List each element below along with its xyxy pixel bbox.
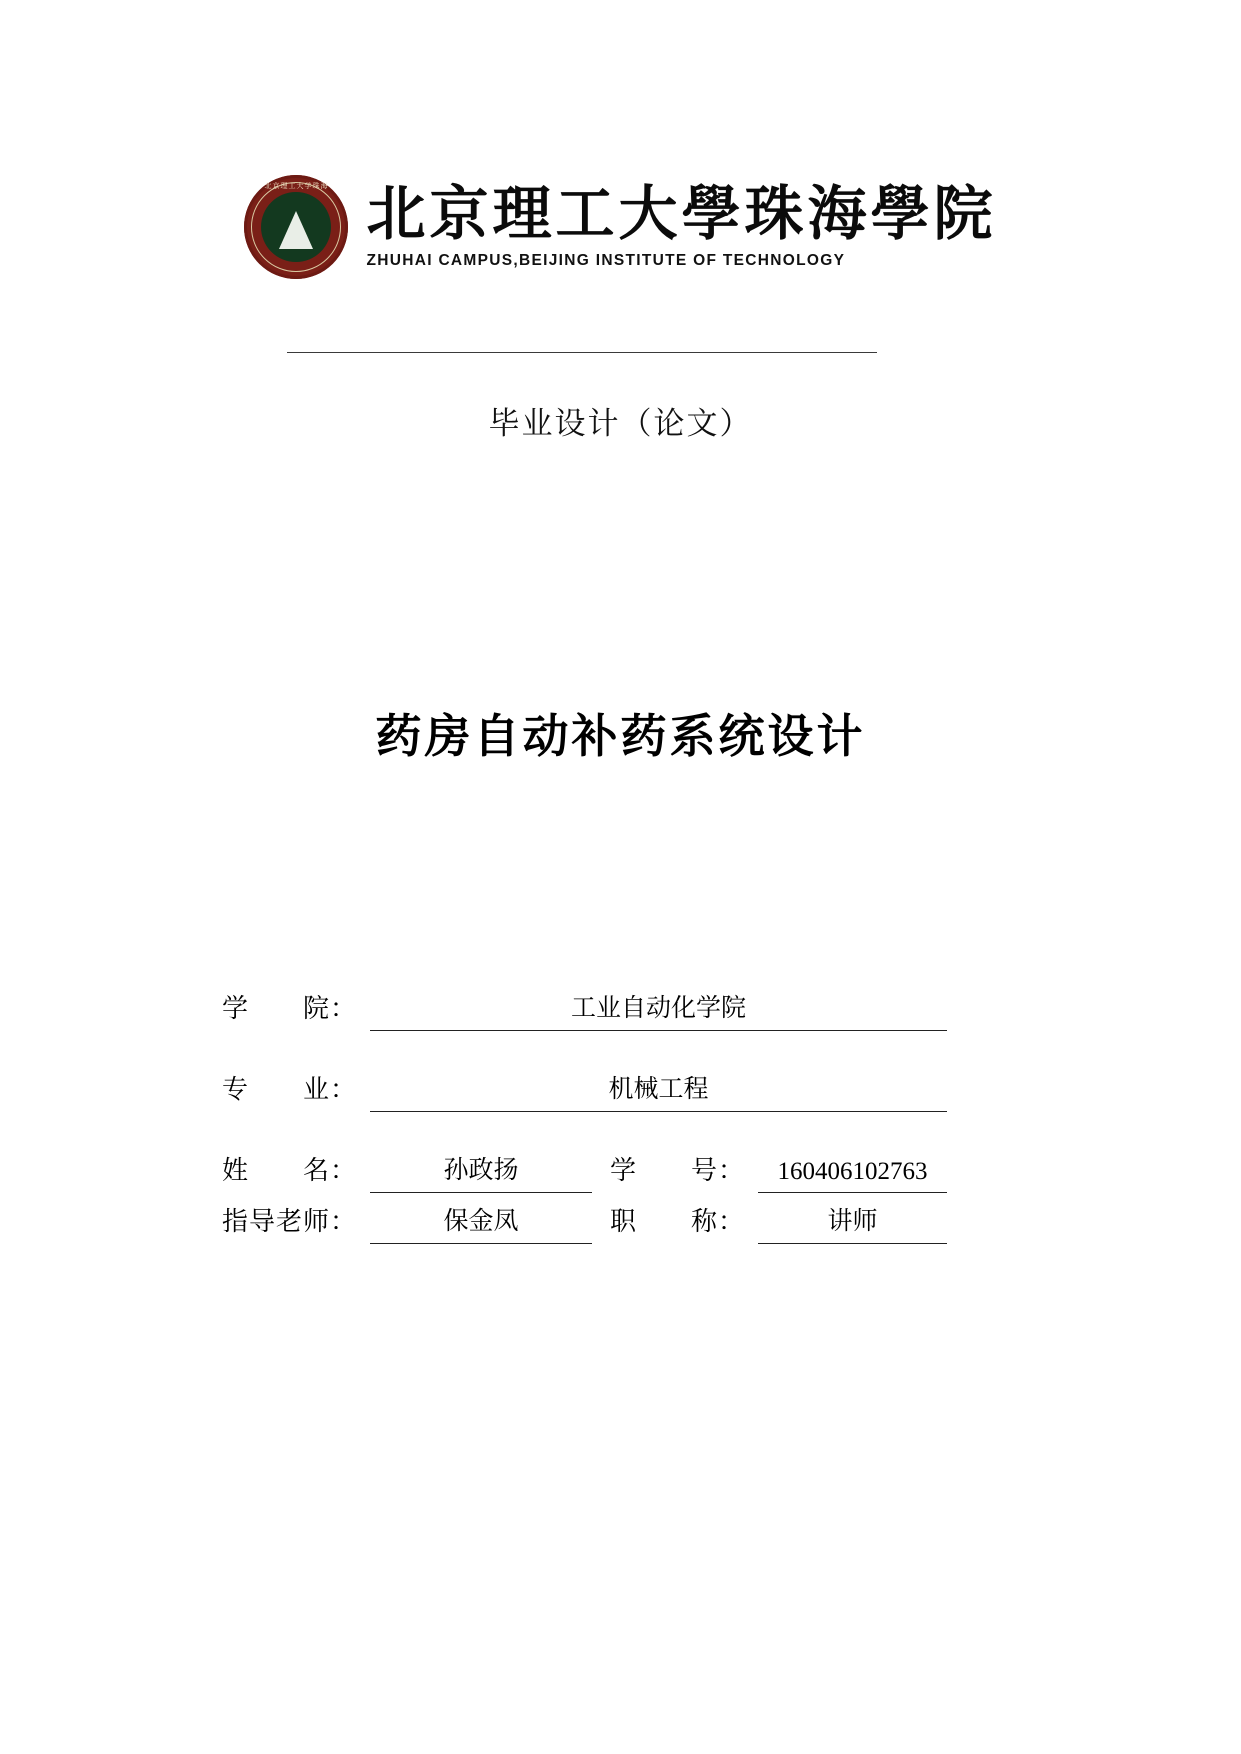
name-label: 姓 名：: [222, 1156, 358, 1185]
crest-core: [261, 192, 331, 262]
field-name-and-id: [222, 1150, 947, 1193]
student-id-label: 学 号：: [610, 1156, 746, 1185]
document-type: 毕业设计（论文）: [488, 406, 753, 441]
wordmark: [366, 181, 997, 270]
field-college: [222, 988, 947, 1031]
university-name-cn: 北京理工大學珠海學院: [366, 181, 997, 248]
header-divider: [287, 352, 877, 353]
academic-title-value: 讲师: [758, 1201, 947, 1244]
crest-top-text: 北京理工大学珠海: [264, 183, 329, 190]
advisor-value: 保金凤: [370, 1201, 592, 1244]
major-value: 机械工程: [370, 1069, 947, 1112]
metadata-fields: [222, 988, 947, 1282]
university-crest-icon: [244, 175, 348, 279]
field-major: [222, 1069, 947, 1112]
page-title: 药房自动补药系统设计: [375, 711, 866, 762]
advisor-label: 指导老师：: [222, 1207, 358, 1236]
name-value: 孙政扬: [370, 1150, 592, 1193]
college-label: 学 院：: [222, 994, 358, 1023]
university-logo-block: [0, 175, 1241, 279]
major-label: 专 业：: [222, 1075, 358, 1104]
field-advisor-and-title: [222, 1201, 947, 1244]
pine-tree-icon: [279, 211, 313, 249]
logo-inner: [244, 175, 996, 279]
college-value: 工业自动化学院: [370, 988, 947, 1031]
student-id-value: 160406102763: [758, 1158, 947, 1193]
university-name-en: ZHUHAI CAMPUS,BEIJING INSTITUTE OF TECHNOLOGY: [366, 251, 846, 269]
academic-title-label: 职 称：: [610, 1207, 746, 1236]
